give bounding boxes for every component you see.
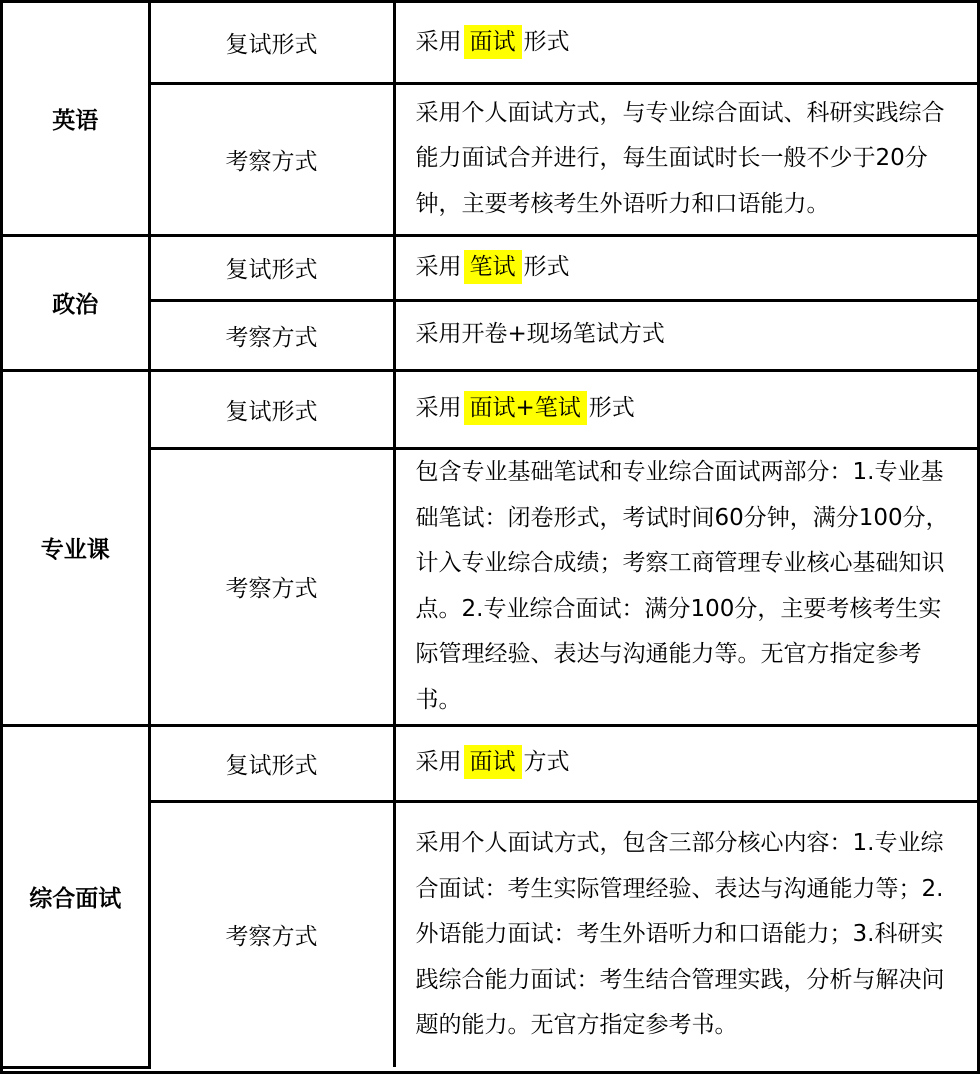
method-content: 采用个人面试方式，包含三部分核心内容：1.专业综合面试：考生实际管理经验、表达与沟通能力等；2.外语能力面试：考生外语听力和口语能力；3.科研实践综合能力面试：考生结合管理实践，分析与解决问题的能力。无官方指定参考书。 xyxy=(394,801,977,1067)
format-suffix: 形式 xyxy=(523,253,570,280)
subject-politics: 政治 xyxy=(3,235,149,370)
format-prefix: 采用 xyxy=(415,28,462,55)
format-content xyxy=(394,235,977,300)
format-label: 复试形式 xyxy=(149,3,394,83)
format-suffix: 形式 xyxy=(588,395,635,422)
format-suffix: 方式 xyxy=(523,749,570,776)
method-content: 采用开卷+现场笔试方式 xyxy=(394,300,977,370)
format-content xyxy=(394,3,977,83)
subject-english: 英语 xyxy=(3,3,149,235)
method-label: 考察方式 xyxy=(149,83,394,235)
method-label: 考察方式 xyxy=(149,801,394,1067)
format-prefix: 采用 xyxy=(415,749,462,776)
format-highlight: 笔试 xyxy=(464,250,522,284)
table-row xyxy=(3,235,977,300)
table-row xyxy=(3,448,977,725)
table-row xyxy=(3,83,977,235)
method-label: 考察方式 xyxy=(149,448,394,725)
format-label: 复试形式 xyxy=(149,725,394,801)
method-label: 考察方式 xyxy=(149,300,394,370)
table-row xyxy=(3,801,977,1067)
method-content: 包含专业基础笔试和专业综合面试两部分：1.专业基础笔试：闭卷形式，考试时间60分钟，满分100分，计入专业综合成绩；考察工商管理专业核心基础知识点。2.专业综合面试：满分100分，主要考核考生实际管理经验、表达与沟通能力等。无官方指定参考书。 xyxy=(394,448,977,725)
format-content xyxy=(394,725,977,801)
format-highlight: 面试 xyxy=(464,25,522,59)
format-highlight: 面试 xyxy=(464,745,522,779)
format-prefix: 采用 xyxy=(415,395,462,422)
table-row xyxy=(3,3,977,83)
method-content: 采用个人面试方式，与专业综合面试、科研实践综合能力面试合并进行，每生面试时长一般不少于20分钟，主要考核考生外语听力和口语能力。 xyxy=(394,83,977,235)
format-highlight: 面试+笔试 xyxy=(464,391,587,425)
table-row xyxy=(3,300,977,370)
subject-major: 专业课 xyxy=(3,370,149,725)
table-row xyxy=(3,370,977,448)
format-suffix: 形式 xyxy=(523,28,570,55)
table-row xyxy=(3,725,977,801)
subject-interview: 综合面试 xyxy=(3,725,149,1067)
retest-table xyxy=(3,3,977,1069)
format-label: 复试形式 xyxy=(149,235,394,300)
format-content xyxy=(394,370,977,448)
format-prefix: 采用 xyxy=(415,253,462,280)
format-label: 复试形式 xyxy=(149,370,394,448)
